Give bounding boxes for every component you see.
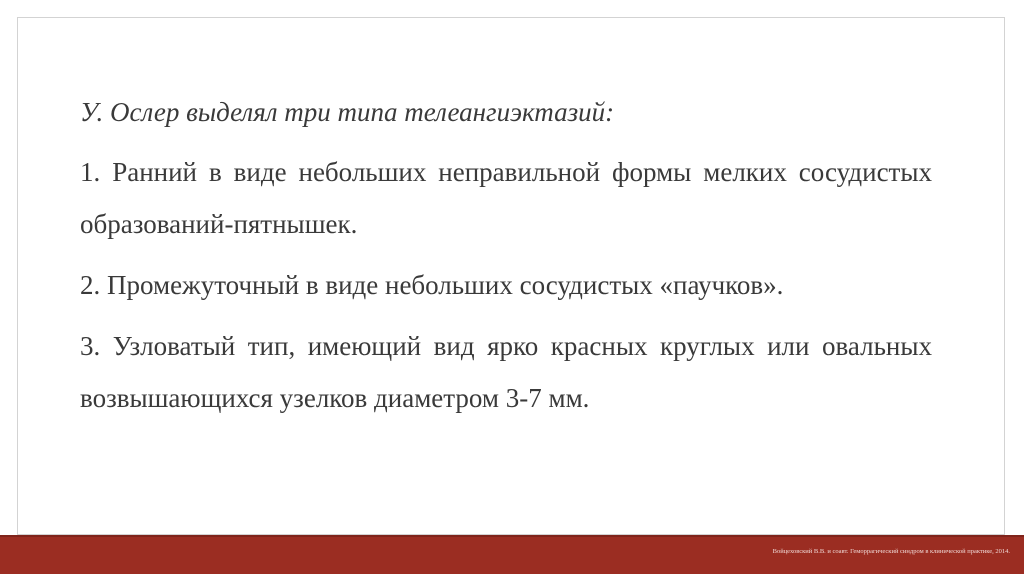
list-item-3: 3. Узловатый тип, имеющий вид ярко красных круглых или овальных возвышающихся узелков диаметром 3-7 мм. (80, 331, 932, 413)
citation-text: Войцеховский В.В. и соавт. Геморрагический синдром в клинической практике, 2014. (772, 548, 1010, 555)
footer-bar (0, 535, 1024, 574)
intro-text: У. Ослер выделял три типа телеангиэктазий: (80, 97, 615, 127)
list-item-1: 1. Ранний в виде небольших неправильной формы мелких сосудистых образований-пятнышек. (80, 157, 932, 239)
slide-body (80, 86, 932, 433)
list-item-2: 2. Промежуточный в виде небольших сосудистых «паучков». (80, 270, 784, 300)
